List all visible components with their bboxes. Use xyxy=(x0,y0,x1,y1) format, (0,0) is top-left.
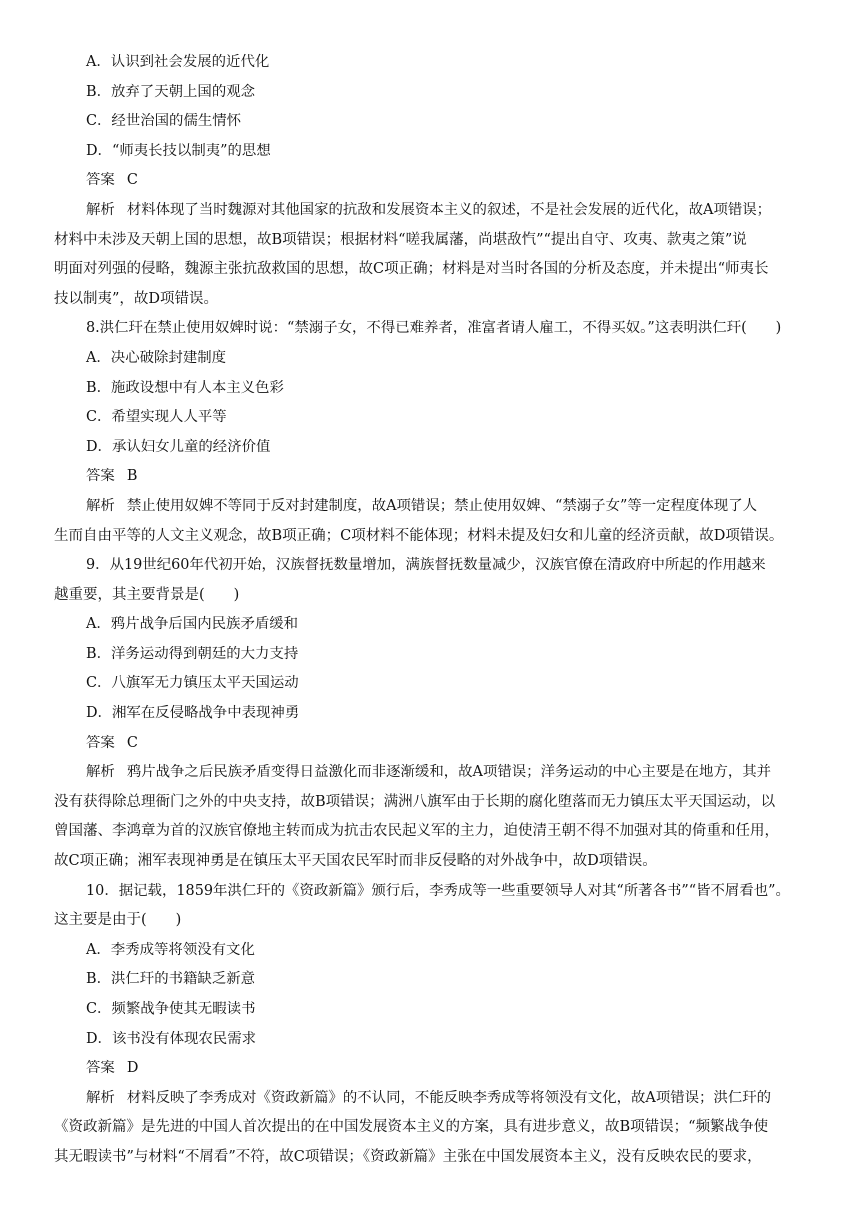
answer-label: 答案 xyxy=(86,468,115,485)
analysis-text: 材料反映了李秀成对《资政新篇》的不认同，不能反映李秀成等将领没有文化，故A项错误；洪仁玕的 xyxy=(126,1089,772,1106)
answer-value: B xyxy=(126,468,138,485)
analysis-line: 材料中未涉及天朝上国的思想，故B项错误；根据材料“嗟我属藩，尚堪敌忾”“提出自守、攻夷、款夷之策”说 xyxy=(54,231,747,248)
option-a: A．认识到社会发展的近代化 xyxy=(86,54,270,70)
analysis-line: 曾国藩、李鸿章为首的汉族官僚地主转而成为抗击农民起义军的主力，迫使清王朝不得不加强对其的倚重和任用， xyxy=(54,823,779,840)
question-9-stem-cont: 越重要，其主要背景是( ) xyxy=(54,586,240,603)
option-a: A．李秀成等将领没有文化 xyxy=(86,941,255,958)
question-9-answer xyxy=(82,729,816,759)
analysis-text: 鸦片战争之后民族矛盾变得日益激化而非逐渐缓和，故A项错误；洋务运动的中心主要是在地方，其并 xyxy=(126,764,772,781)
question-9-analysis xyxy=(54,758,812,876)
analysis-line xyxy=(82,1084,816,1114)
question-7-options xyxy=(82,48,812,166)
question-9-stem: 9．从19世纪60年代初开始，汉族督抚数量增加，满族督抚数量减少，汉族官僚在清政府中所起的作用越来 xyxy=(86,557,766,574)
analysis-label: 解析 xyxy=(86,201,115,218)
analysis-line xyxy=(82,196,816,226)
answer-label: 答案 xyxy=(86,734,115,751)
option-c: C．八旗军无力镇压太平天国运动 xyxy=(86,675,299,692)
option-c: C．频繁战争使其无暇读书 xyxy=(86,1001,256,1017)
analysis-text: 禁止使用奴婢不等同于反对封建制度，故A项错误；禁止使用奴婢、“禁溺子女”等一定程度体现了人 xyxy=(126,497,758,514)
answer-value: D xyxy=(126,1060,139,1077)
answer-label: 答案 xyxy=(86,172,115,189)
question-8-options xyxy=(82,344,812,462)
option-b: B．施政设想中有人本主义色彩 xyxy=(86,379,284,396)
question-10-stem: 10．据记载，1859年洪仁玕的《资政新篇》颁行后，李秀成等一些重要领导人对其“所著各书”“皆不屑看也”。 xyxy=(86,882,790,899)
question-10-analysis xyxy=(54,1084,812,1173)
option-b: B．放弃了天朝上国的观念 xyxy=(86,83,256,100)
analysis-line: 生而自由平等的人文主义观念，故B项正确；C项材料不能体现；材料未提及妇女和儿童的经济贡献，故D项错误。 xyxy=(54,527,784,544)
answer-value: C xyxy=(126,172,138,189)
question-10-options xyxy=(82,936,812,1054)
option-a: A．决心破除封建制度 xyxy=(86,349,227,366)
option-d: D．湘军在反侵略战争中表现神勇 xyxy=(86,705,300,722)
analysis-line: 明面对列强的侵略，魏源主张抗敌救国的思想，故C项正确；材料是对当时各国的分析及态度，并未提出“师夷长 xyxy=(54,261,769,278)
analysis-line: 其无暇读书”与材料“不屑看”不符，故C项错误；《资政新篇》主张在中国发展资本主义，没有反映农民的要求， xyxy=(54,1148,762,1165)
analysis-label: 解析 xyxy=(86,1089,115,1106)
question-10-answer xyxy=(82,1054,816,1084)
question-10-stem-cont: 这主要是由于( ) xyxy=(54,912,182,929)
option-b: B．洋务运动得到朝廷的大力支持 xyxy=(86,645,299,662)
analysis-label: 解析 xyxy=(86,764,115,781)
option-a: A．鸦片战争后国内民族矛盾缓和 xyxy=(86,616,299,633)
option-d: D．该书没有体现农民需求 xyxy=(86,1030,257,1047)
analysis-line: 《资政新篇》是先进的中国人首次提出的在中国发展资本主义的方案，具有进步意义，故B项错误；“频繁战争使 xyxy=(54,1119,769,1136)
analysis-text: 材料体现了当时魏源对其他国家的抗敌和发展资本主义的叙述，不是社会发展的近代化，故A项错误； xyxy=(126,201,772,218)
question-7-answer xyxy=(82,166,816,196)
answer-label: 答案 xyxy=(86,1060,115,1077)
option-c: C．希望实现人人平等 xyxy=(86,409,227,426)
question-8-stem: 8.洪仁玕在禁止使用奴婢时说：“禁溺子女，不得已难养者，准富者请人雇工，不得买奴。”这表明洪仁玕( ) xyxy=(86,320,782,337)
answer-value: C xyxy=(126,734,138,751)
question-8-answer xyxy=(82,462,816,492)
option-d: D．“师夷长技以制夷”的思想 xyxy=(86,142,271,159)
option-c: C．经世治国的儒生情怀 xyxy=(86,113,242,130)
analysis-line: 故C项正确；湘军表现神勇是在镇压太平天国农民军时而非反侵略的对外战争中，故D项错误。 xyxy=(54,853,657,870)
question-8-analysis xyxy=(54,492,812,551)
analysis-line: 技以制夷”，故D项错误。 xyxy=(54,290,219,307)
analysis-line: 没有获得除总理衙门之外的中央支持，故B项错误；满洲八旗军由于长期的腐化堕落而无力镇压太平天国运动，以 xyxy=(54,793,776,810)
option-b: B．洪仁玕的书籍缺乏新意 xyxy=(86,971,256,988)
analysis-label: 解析 xyxy=(86,497,115,514)
analysis-line xyxy=(82,492,816,522)
analysis-line xyxy=(82,758,816,788)
option-d: D．承认妇女儿童的经济价值 xyxy=(86,438,271,455)
question-7-analysis xyxy=(54,196,812,314)
document-page xyxy=(54,48,812,1173)
question-9-options xyxy=(82,610,812,728)
